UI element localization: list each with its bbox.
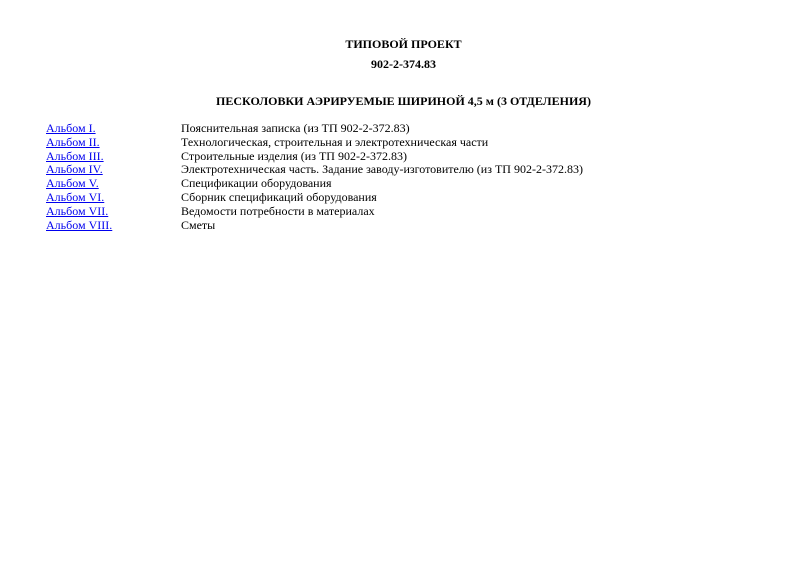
album-description-5: Спецификации оборудования [181,176,332,191]
album-description-7: Ведомости потребности в материалах [181,203,375,218]
album-link-1[interactable]: Альбом I. [46,121,96,135]
album-row [46,191,583,205]
album-description-3: Строительные изделия (из ТП 902-2-372.83) [181,148,407,163]
album-row [46,163,583,177]
album-link-6[interactable]: Альбом VI. [46,189,105,204]
album-link-4[interactable]: Альбом IV. [46,162,103,177]
album-link-2[interactable]: Альбом II. [46,134,100,149]
album-link-8[interactable]: Альбом VIII. [46,217,113,232]
album-row [46,205,583,219]
album-description-8: Сметы [181,217,216,232]
album-description-2: Технологическая, строительная и электротехническая части [181,134,489,149]
album-description-4: Электротехническая часть. Задание заводу-изготовителю (из ТП 902-2-372.83) [181,162,583,177]
album-list [46,122,583,232]
document-number: 902-2-374.83 [371,57,436,71]
album-link-3[interactable]: Альбом III. [46,148,104,163]
document-subject: ПЕСКОЛОВКИ АЭРИРУЕМЫЕ ШИРИНОЙ 4,5 м (3 ОТДЕЛЕНИЯ) [216,94,591,108]
album-description-6: Сборник спецификаций оборудования [181,189,377,204]
album-row [46,122,583,136]
album-row [46,219,583,233]
album-link-7[interactable]: Альбом VII. [46,203,109,218]
album-description-1: Пояснительная записка (из ТП 902-2-372.83) [181,121,410,135]
album-row [46,177,583,191]
album-row [46,150,583,164]
document-title: ТИПОВОЙ ПРОЕКТ [345,37,462,51]
album-link-5[interactable]: Альбом V. [46,176,99,191]
album-row [46,136,583,150]
